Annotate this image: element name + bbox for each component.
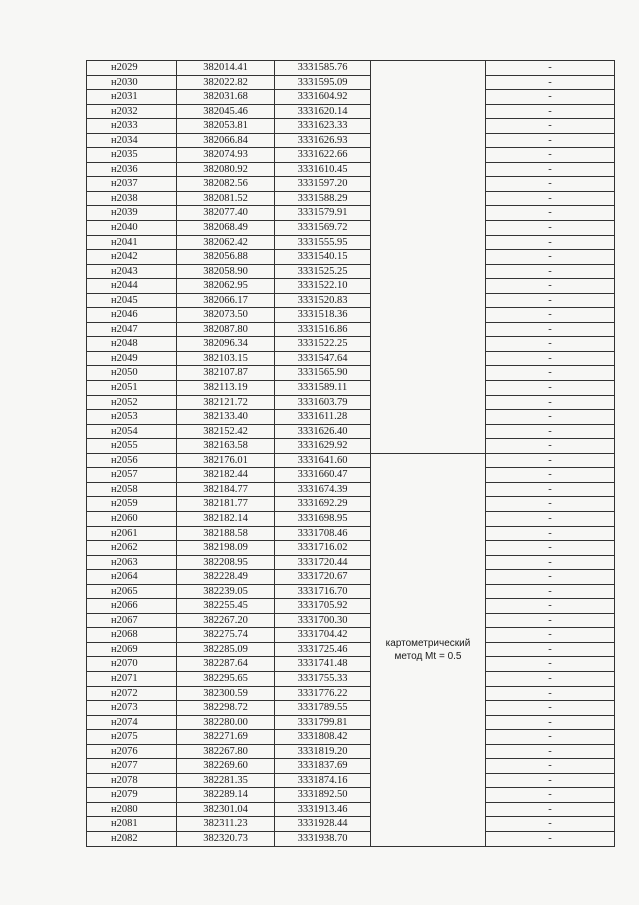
point-name-cell: н2049 <box>87 351 177 366</box>
accuracy-cell: - <box>486 61 615 76</box>
point-name-cell: н2070 <box>87 657 177 672</box>
accuracy-cell: - <box>486 308 615 323</box>
point-name-cell: н2057 <box>87 468 177 483</box>
x-coordinate-cell: 382208.95 <box>177 555 275 570</box>
table-row <box>87 395 615 410</box>
table-row <box>87 570 615 585</box>
table-row <box>87 148 615 163</box>
accuracy-cell: - <box>486 104 615 119</box>
point-name-cell: н2029 <box>87 61 177 76</box>
table-row <box>87 584 615 599</box>
table-row <box>87 701 615 716</box>
point-name-cell: н2079 <box>87 788 177 803</box>
y-coordinate-cell: 3331525.25 <box>275 264 371 279</box>
x-coordinate-cell: 382228.49 <box>177 570 275 585</box>
table-row <box>87 511 615 526</box>
accuracy-cell: - <box>486 148 615 163</box>
x-coordinate-cell: 382311.23 <box>177 817 275 832</box>
accuracy-cell: - <box>486 526 615 541</box>
accuracy-cell: - <box>486 628 615 643</box>
x-coordinate-cell: 382301.04 <box>177 802 275 817</box>
accuracy-cell: - <box>486 541 615 556</box>
point-name-cell: н2058 <box>87 482 177 497</box>
accuracy-cell: - <box>486 90 615 105</box>
accuracy-cell: - <box>486 366 615 381</box>
table-row <box>87 235 615 250</box>
y-coordinate-cell: 3331641.60 <box>275 453 371 468</box>
accuracy-cell: - <box>486 584 615 599</box>
y-coordinate-cell: 3331799.81 <box>275 715 371 730</box>
x-coordinate-cell: 382068.49 <box>177 221 275 236</box>
y-coordinate-cell: 3331674.39 <box>275 482 371 497</box>
x-coordinate-cell: 382014.41 <box>177 61 275 76</box>
x-coordinate-cell: 382080.92 <box>177 162 275 177</box>
point-name-cell: н2077 <box>87 759 177 774</box>
point-name-cell: н2030 <box>87 75 177 90</box>
point-name-cell: н2080 <box>87 802 177 817</box>
x-coordinate-cell: 382271.69 <box>177 730 275 745</box>
x-coordinate-cell: 382295.65 <box>177 671 275 686</box>
accuracy-cell: - <box>486 119 615 134</box>
y-coordinate-cell: 3331610.45 <box>275 162 371 177</box>
y-coordinate-cell: 3331741.48 <box>275 657 371 672</box>
point-name-cell: н2073 <box>87 701 177 716</box>
x-coordinate-cell: 382184.77 <box>177 482 275 497</box>
y-coordinate-cell: 3331698.95 <box>275 511 371 526</box>
table-row <box>87 279 615 294</box>
accuracy-cell: - <box>486 468 615 483</box>
y-coordinate-cell: 3331620.14 <box>275 104 371 119</box>
table-row <box>87 773 615 788</box>
point-name-cell: н2044 <box>87 279 177 294</box>
accuracy-cell: - <box>486 191 615 206</box>
x-coordinate-cell: 382320.73 <box>177 831 275 846</box>
x-coordinate-cell: 382182.14 <box>177 511 275 526</box>
accuracy-cell: - <box>486 715 615 730</box>
y-coordinate-cell: 3331585.76 <box>275 61 371 76</box>
table-row <box>87 351 615 366</box>
x-coordinate-cell: 382022.82 <box>177 75 275 90</box>
y-coordinate-cell: 3331913.46 <box>275 802 371 817</box>
point-name-cell: н2033 <box>87 119 177 134</box>
table-row <box>87 482 615 497</box>
accuracy-cell: - <box>486 701 615 716</box>
table-row <box>87 468 615 483</box>
accuracy-cell: - <box>486 497 615 512</box>
point-name-cell: н2063 <box>87 555 177 570</box>
accuracy-cell: - <box>486 671 615 686</box>
y-coordinate-cell: 3331520.83 <box>275 293 371 308</box>
x-coordinate-cell: 382267.80 <box>177 744 275 759</box>
table-row <box>87 453 615 468</box>
y-coordinate-cell: 3331808.42 <box>275 730 371 745</box>
x-coordinate-cell: 382107.87 <box>177 366 275 381</box>
point-name-cell: н2046 <box>87 308 177 323</box>
y-coordinate-cell: 3331660.47 <box>275 468 371 483</box>
x-coordinate-cell: 382133.40 <box>177 410 275 425</box>
accuracy-cell: - <box>486 75 615 90</box>
point-name-cell: н2042 <box>87 250 177 265</box>
accuracy-cell: - <box>486 279 615 294</box>
table-row <box>87 686 615 701</box>
accuracy-cell: - <box>486 235 615 250</box>
y-coordinate-cell: 3331604.92 <box>275 90 371 105</box>
accuracy-cell: - <box>486 613 615 628</box>
x-coordinate-cell: 382073.50 <box>177 308 275 323</box>
point-name-cell: н2066 <box>87 599 177 614</box>
x-coordinate-cell: 382062.42 <box>177 235 275 250</box>
table-row <box>87 555 615 570</box>
x-coordinate-cell: 382087.80 <box>177 322 275 337</box>
table-row <box>87 162 615 177</box>
x-coordinate-cell: 382287.64 <box>177 657 275 672</box>
table-row <box>87 308 615 323</box>
y-coordinate-cell: 3331725.46 <box>275 642 371 657</box>
y-coordinate-cell: 3331928.44 <box>275 817 371 832</box>
x-coordinate-cell: 382275.74 <box>177 628 275 643</box>
table-row <box>87 439 615 454</box>
table-row <box>87 671 615 686</box>
point-name-cell: н2043 <box>87 264 177 279</box>
y-coordinate-cell: 3331626.40 <box>275 424 371 439</box>
point-name-cell: н2055 <box>87 439 177 454</box>
table-row <box>87 250 615 265</box>
y-coordinate-cell: 3331716.02 <box>275 541 371 556</box>
y-coordinate-cell: 3331595.09 <box>275 75 371 90</box>
table-row <box>87 599 615 614</box>
accuracy-cell: - <box>486 250 615 265</box>
x-coordinate-cell: 382066.84 <box>177 133 275 148</box>
method-cell-top <box>371 61 486 454</box>
point-name-cell: н2041 <box>87 235 177 250</box>
y-coordinate-cell: 3331518.36 <box>275 308 371 323</box>
table-row <box>87 410 615 425</box>
accuracy-cell: - <box>486 351 615 366</box>
point-name-cell: н2059 <box>87 497 177 512</box>
point-name-cell: н2065 <box>87 584 177 599</box>
table-row <box>87 657 615 672</box>
point-name-cell: н2081 <box>87 817 177 832</box>
table-row <box>87 541 615 556</box>
table-row <box>87 788 615 803</box>
x-coordinate-cell: 382058.90 <box>177 264 275 279</box>
point-name-cell: н2076 <box>87 744 177 759</box>
x-coordinate-cell: 382152.42 <box>177 424 275 439</box>
y-coordinate-cell: 3331547.64 <box>275 351 371 366</box>
table-row <box>87 322 615 337</box>
table-row <box>87 104 615 119</box>
x-coordinate-cell: 382300.59 <box>177 686 275 701</box>
x-coordinate-cell: 382077.40 <box>177 206 275 221</box>
accuracy-cell: - <box>486 788 615 803</box>
accuracy-cell: - <box>486 555 615 570</box>
x-coordinate-cell: 382269.60 <box>177 759 275 774</box>
accuracy-cell: - <box>486 381 615 396</box>
y-coordinate-cell: 3331588.29 <box>275 191 371 206</box>
table-row <box>87 293 615 308</box>
table-row <box>87 744 615 759</box>
y-coordinate-cell: 3331708.46 <box>275 526 371 541</box>
table-row <box>87 133 615 148</box>
x-coordinate-cell: 382176.01 <box>177 453 275 468</box>
y-coordinate-cell: 3331704.42 <box>275 628 371 643</box>
y-coordinate-cell: 3331692.29 <box>275 497 371 512</box>
point-name-cell: н2060 <box>87 511 177 526</box>
x-coordinate-cell: 382121.72 <box>177 395 275 410</box>
table-row <box>87 628 615 643</box>
point-name-cell: н2034 <box>87 133 177 148</box>
accuracy-cell: - <box>486 264 615 279</box>
table-row <box>87 206 615 221</box>
point-name-cell: н2062 <box>87 541 177 556</box>
y-coordinate-cell: 3331522.25 <box>275 337 371 352</box>
x-coordinate-cell: 382198.09 <box>177 541 275 556</box>
accuracy-cell: - <box>486 759 615 774</box>
x-coordinate-cell: 382188.58 <box>177 526 275 541</box>
table-row <box>87 337 615 352</box>
y-coordinate-cell: 3331629.92 <box>275 439 371 454</box>
accuracy-cell: - <box>486 293 615 308</box>
point-name-cell: н2067 <box>87 613 177 628</box>
point-name-cell: н2056 <box>87 453 177 468</box>
point-name-cell: н2040 <box>87 221 177 236</box>
y-coordinate-cell: 3331579.91 <box>275 206 371 221</box>
x-coordinate-cell: 382062.95 <box>177 279 275 294</box>
table-row <box>87 366 615 381</box>
y-coordinate-cell: 3331720.67 <box>275 570 371 585</box>
point-name-cell: н2036 <box>87 162 177 177</box>
y-coordinate-cell: 3331565.90 <box>275 366 371 381</box>
y-coordinate-cell: 3331555.95 <box>275 235 371 250</box>
y-coordinate-cell: 3331705.92 <box>275 599 371 614</box>
accuracy-cell: - <box>486 802 615 817</box>
x-coordinate-cell: 382163.58 <box>177 439 275 454</box>
table-row <box>87 642 615 657</box>
y-coordinate-cell: 3331603.79 <box>275 395 371 410</box>
accuracy-cell: - <box>486 177 615 192</box>
accuracy-cell: - <box>486 322 615 337</box>
table-row <box>87 613 615 628</box>
point-name-cell: н2068 <box>87 628 177 643</box>
y-coordinate-cell: 3331540.15 <box>275 250 371 265</box>
y-coordinate-cell: 3331789.55 <box>275 701 371 716</box>
accuracy-cell: - <box>486 686 615 701</box>
accuracy-cell: - <box>486 744 615 759</box>
accuracy-cell: - <box>486 162 615 177</box>
x-coordinate-cell: 382182.44 <box>177 468 275 483</box>
table-row <box>87 90 615 105</box>
point-name-cell: н2051 <box>87 381 177 396</box>
point-name-cell: н2061 <box>87 526 177 541</box>
point-name-cell: н2074 <box>87 715 177 730</box>
table-row <box>87 264 615 279</box>
x-coordinate-cell: 382074.93 <box>177 148 275 163</box>
accuracy-cell: - <box>486 337 615 352</box>
point-name-cell: н2071 <box>87 671 177 686</box>
x-coordinate-cell: 382045.46 <box>177 104 275 119</box>
coordinates-table-body <box>87 61 615 847</box>
x-coordinate-cell: 382082.56 <box>177 177 275 192</box>
point-name-cell: н2048 <box>87 337 177 352</box>
point-name-cell: н2038 <box>87 191 177 206</box>
accuracy-cell: - <box>486 133 615 148</box>
table-row <box>87 61 615 76</box>
x-coordinate-cell: 382056.88 <box>177 250 275 265</box>
accuracy-cell: - <box>486 570 615 585</box>
accuracy-cell: - <box>486 410 615 425</box>
table-row <box>87 191 615 206</box>
point-name-cell: н2078 <box>87 773 177 788</box>
y-coordinate-cell: 3331720.44 <box>275 555 371 570</box>
accuracy-cell: - <box>486 817 615 832</box>
accuracy-cell: - <box>486 453 615 468</box>
x-coordinate-cell: 382281.35 <box>177 773 275 788</box>
table-row <box>87 424 615 439</box>
x-coordinate-cell: 382096.34 <box>177 337 275 352</box>
point-name-cell: н2053 <box>87 410 177 425</box>
y-coordinate-cell: 3331874.16 <box>275 773 371 788</box>
accuracy-cell: - <box>486 482 615 497</box>
accuracy-cell: - <box>486 599 615 614</box>
y-coordinate-cell: 3331892.50 <box>275 788 371 803</box>
point-name-cell: н2082 <box>87 831 177 846</box>
accuracy-cell: - <box>486 773 615 788</box>
x-coordinate-cell: 382298.72 <box>177 701 275 716</box>
y-coordinate-cell: 3331716.70 <box>275 584 371 599</box>
y-coordinate-cell: 3331516.86 <box>275 322 371 337</box>
table-row <box>87 177 615 192</box>
x-coordinate-cell: 382289.14 <box>177 788 275 803</box>
table-row <box>87 759 615 774</box>
point-name-cell: н2031 <box>87 90 177 105</box>
y-coordinate-cell: 3331938.70 <box>275 831 371 846</box>
x-coordinate-cell: 382181.77 <box>177 497 275 512</box>
point-name-cell: н2035 <box>87 148 177 163</box>
table-row <box>87 715 615 730</box>
table-row <box>87 817 615 832</box>
accuracy-cell: - <box>486 395 615 410</box>
y-coordinate-cell: 3331819.20 <box>275 744 371 759</box>
point-name-cell: н2054 <box>87 424 177 439</box>
x-coordinate-cell: 382285.09 <box>177 642 275 657</box>
y-coordinate-cell: 3331623.33 <box>275 119 371 134</box>
accuracy-cell: - <box>486 657 615 672</box>
y-coordinate-cell: 3331589.11 <box>275 381 371 396</box>
accuracy-cell: - <box>486 206 615 221</box>
table-row <box>87 831 615 846</box>
y-coordinate-cell: 3331700.30 <box>275 613 371 628</box>
table-row <box>87 526 615 541</box>
x-coordinate-cell: 382280.00 <box>177 715 275 730</box>
point-name-cell: н2037 <box>87 177 177 192</box>
point-name-cell: н2032 <box>87 104 177 119</box>
x-coordinate-cell: 382267.20 <box>177 613 275 628</box>
x-coordinate-cell: 382031.68 <box>177 90 275 105</box>
table-row <box>87 730 615 745</box>
point-name-cell: н2047 <box>87 322 177 337</box>
accuracy-cell: - <box>486 439 615 454</box>
point-name-cell: н2069 <box>87 642 177 657</box>
y-coordinate-cell: 3331569.72 <box>275 221 371 236</box>
table-row <box>87 381 615 396</box>
table-row <box>87 75 615 90</box>
table-row <box>87 802 615 817</box>
table-row <box>87 497 615 512</box>
y-coordinate-cell: 3331837.69 <box>275 759 371 774</box>
y-coordinate-cell: 3331522.10 <box>275 279 371 294</box>
x-coordinate-cell: 382113.19 <box>177 381 275 396</box>
y-coordinate-cell: 3331611.28 <box>275 410 371 425</box>
point-name-cell: н2045 <box>87 293 177 308</box>
accuracy-cell: - <box>486 511 615 526</box>
accuracy-cell: - <box>486 831 615 846</box>
accuracy-cell: - <box>486 424 615 439</box>
x-coordinate-cell: 382103.15 <box>177 351 275 366</box>
method-cell-bottom: картометрический метод Mt = 0.5 <box>371 453 486 846</box>
x-coordinate-cell: 382053.81 <box>177 119 275 134</box>
accuracy-cell: - <box>486 221 615 236</box>
accuracy-cell: - <box>486 642 615 657</box>
y-coordinate-cell: 3331776.22 <box>275 686 371 701</box>
x-coordinate-cell: 382255.45 <box>177 599 275 614</box>
x-coordinate-cell: 382066.17 <box>177 293 275 308</box>
point-name-cell: н2050 <box>87 366 177 381</box>
y-coordinate-cell: 3331626.93 <box>275 133 371 148</box>
y-coordinate-cell: 3331597.20 <box>275 177 371 192</box>
coordinates-table <box>86 60 615 847</box>
y-coordinate-cell: 3331622.66 <box>275 148 371 163</box>
x-coordinate-cell: 382081.52 <box>177 191 275 206</box>
x-coordinate-cell: 382239.05 <box>177 584 275 599</box>
y-coordinate-cell: 3331755.33 <box>275 671 371 686</box>
point-name-cell: н2075 <box>87 730 177 745</box>
table-row <box>87 221 615 236</box>
point-name-cell: н2072 <box>87 686 177 701</box>
point-name-cell: н2052 <box>87 395 177 410</box>
point-name-cell: н2039 <box>87 206 177 221</box>
accuracy-cell: - <box>486 730 615 745</box>
point-name-cell: н2064 <box>87 570 177 585</box>
table-row <box>87 119 615 134</box>
